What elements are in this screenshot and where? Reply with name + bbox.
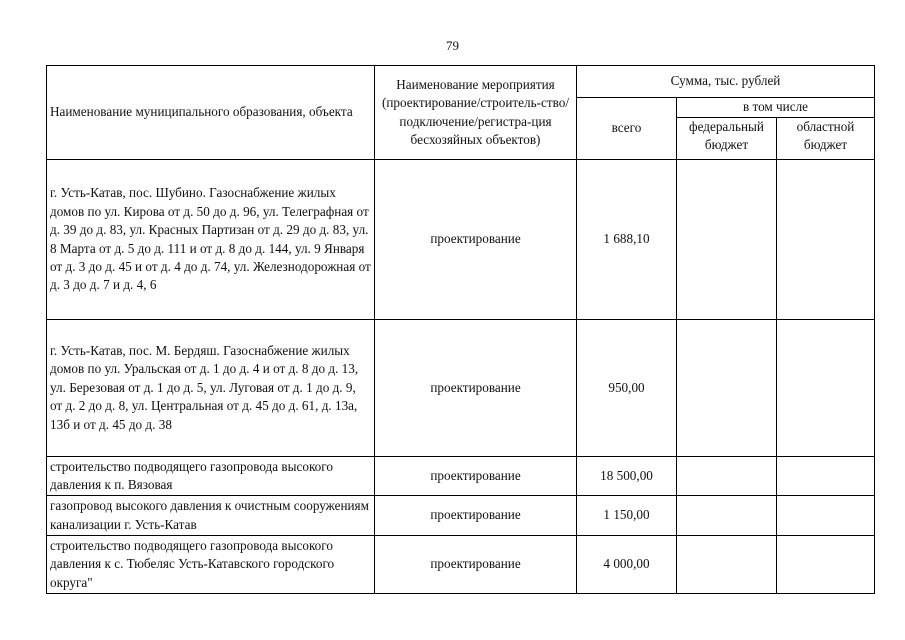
table-row bbox=[47, 496, 875, 536]
row-name-cell: газопровод высокого давления к очистным сооружениям канализации г. Усть-Катав bbox=[47, 496, 375, 536]
header-event-cell: Наименование мероприятия (проектирование/строитель-ство/подключение/регистра-ция бесхозяйных объектов) bbox=[375, 66, 577, 160]
row-event-cell: проектирование bbox=[375, 496, 577, 536]
row-name-cell: г. Усть-Катав, пос. М. Бердяш. Газоснабжение жилых домов по ул. Уральская от д. 1 до д. 4 и от д. 8 до д. 13, ул. Березовая от д. 1 до д. 5, ул. Луговая от д. 1 до д. 9, от д. 2 до д. 8, ул. Центральная от д. 45 до д. 61, д. 13а, 13б и от д. 45 до д. 38 bbox=[47, 320, 375, 457]
row-name-cell: строительство подводящего газопровода высокого давления к с. Тюбеляс Усть-Катавского городского округа" bbox=[47, 536, 375, 594]
header-sum-cell: Сумма, тыс. рублей bbox=[577, 66, 875, 98]
row-name-cell: строительство подводящего газопровода высокого давления к п. Вязовая bbox=[47, 457, 375, 496]
table-row bbox=[47, 320, 875, 457]
row-federal-cell bbox=[677, 457, 777, 496]
row-total-cell: 18 500,00 bbox=[577, 457, 677, 496]
header-name-cell: Наименование муниципального образования, объекта bbox=[47, 66, 375, 160]
row-regional-cell bbox=[777, 457, 875, 496]
row-event-cell: проектирование bbox=[375, 457, 577, 496]
row-event-cell: проектирование bbox=[375, 160, 577, 320]
row-total-cell: 950,00 bbox=[577, 320, 677, 457]
row-regional-cell bbox=[777, 320, 875, 457]
row-federal-cell bbox=[677, 496, 777, 536]
header-regional-cell: областной бюджет bbox=[777, 118, 875, 160]
header-including-cell: в том числе bbox=[677, 98, 875, 118]
row-regional-cell bbox=[777, 536, 875, 594]
row-federal-cell bbox=[677, 160, 777, 320]
row-regional-cell bbox=[777, 496, 875, 536]
row-federal-cell bbox=[677, 320, 777, 457]
row-total-cell: 4 000,00 bbox=[577, 536, 677, 594]
row-total-cell: 1 150,00 bbox=[577, 496, 677, 536]
row-regional-cell bbox=[777, 160, 875, 320]
header-row-1 bbox=[47, 66, 875, 98]
page-number: 79 bbox=[446, 38, 459, 53]
row-event-cell: проектирование bbox=[375, 536, 577, 594]
row-federal-cell bbox=[677, 536, 777, 594]
row-event-cell: проектирование bbox=[375, 320, 577, 457]
budget-table bbox=[46, 65, 875, 594]
row-name-cell: г. Усть-Катав, пос. Шубино. Газоснабжение жилых домов по ул. Кирова от д. 50 до д. 96, ул. Телеграфная от д. 39 до д. 83, ул. Красных Партизан от д. 29 до д. 83, ул. 8 Марта от д. 5 до д. 111 и от д. 8 до д. 144, ул. 9 Января от д. 3 до д. 45 и от д. 4 до д. 74, ул. Железнодорожная от д. 3 до д. 7 и д. 4, 6 bbox=[47, 160, 375, 320]
row-total-cell: 1 688,10 bbox=[577, 160, 677, 320]
header-federal-cell: федеральный бюджет bbox=[677, 118, 777, 160]
header-total-cell: всего bbox=[577, 98, 677, 160]
table-row bbox=[47, 457, 875, 496]
table-row bbox=[47, 160, 875, 320]
table-row bbox=[47, 536, 875, 594]
